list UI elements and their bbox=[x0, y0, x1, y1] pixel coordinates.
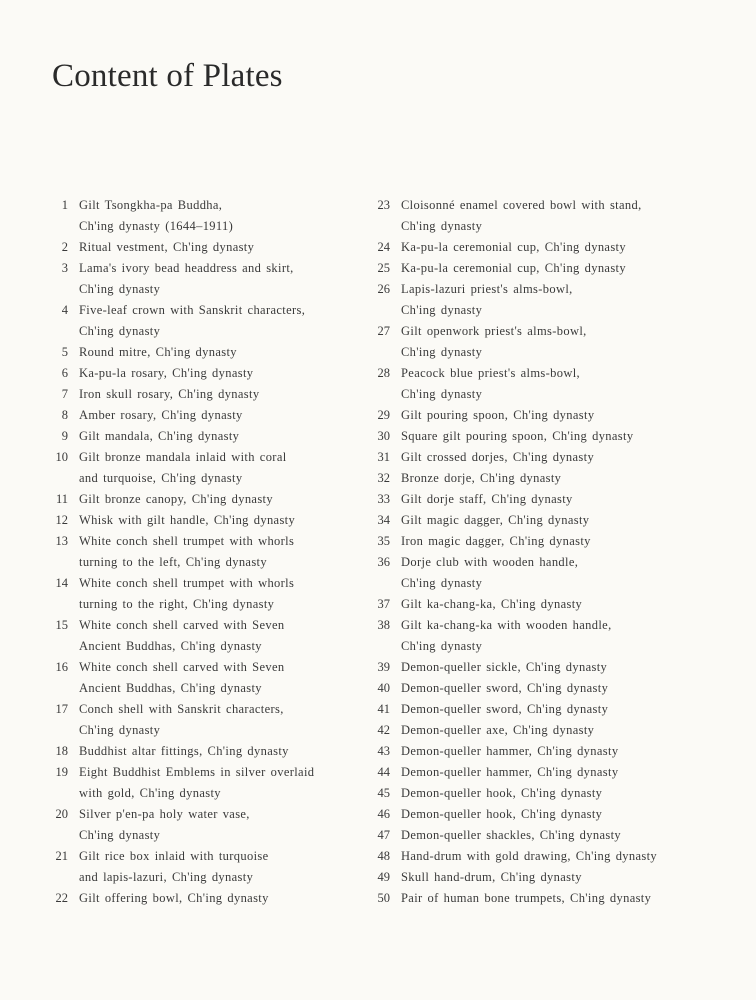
plate-caption-line: Gilt ka-chang-ka, Ch'ing dynasty bbox=[401, 597, 583, 611]
plate-caption bbox=[401, 489, 706, 510]
plate-entry bbox=[366, 741, 706, 762]
plate-number: 10 bbox=[55, 450, 68, 464]
plate-number: 3 bbox=[61, 261, 68, 275]
plate-entry bbox=[366, 594, 706, 615]
plate-caption-line: Gilt offering bowl, Ch'ing dynasty bbox=[79, 891, 269, 905]
plate-number: 12 bbox=[55, 513, 68, 527]
plate-number: 9 bbox=[61, 429, 68, 443]
plate-entry bbox=[366, 468, 706, 489]
plate-caption-line: White conch shell trumpet with whorls bbox=[79, 576, 295, 590]
plate-caption-line: Gilt magic dagger, Ch'ing dynasty bbox=[401, 513, 590, 527]
plate-caption bbox=[79, 258, 364, 300]
plate-caption-line: Ch'ing dynasty bbox=[79, 324, 161, 338]
plate-number: 19 bbox=[55, 765, 68, 779]
plate-caption-line: Gilt dorje staff, Ch'ing dynasty bbox=[401, 492, 573, 506]
plate-caption bbox=[401, 888, 706, 909]
plate-number: 23 bbox=[377, 198, 390, 212]
plate-number: 14 bbox=[55, 576, 68, 590]
plate-number: 26 bbox=[377, 282, 390, 296]
plate-caption-line: and turquoise, Ch'ing dynasty bbox=[79, 471, 243, 485]
plate-caption bbox=[401, 846, 706, 867]
plate-entry bbox=[366, 615, 706, 657]
plate-caption-line: Gilt pouring spoon, Ch'ing dynasty bbox=[401, 408, 595, 422]
plate-caption bbox=[401, 258, 706, 279]
plate-caption-line: Cloisonné enamel covered bowl with stand, bbox=[401, 198, 642, 212]
plate-caption bbox=[401, 594, 706, 615]
plate-number: 40 bbox=[377, 681, 390, 695]
plate-caption-line: Demon-queller hook, Ch'ing dynasty bbox=[401, 807, 603, 821]
plate-caption-line: Round mitre, Ch'ing dynasty bbox=[79, 345, 237, 359]
plate-caption-line: White conch shell carved with Seven bbox=[79, 618, 285, 632]
plate-caption-line: White conch shell trumpet with whorls bbox=[79, 534, 295, 548]
plate-caption bbox=[401, 783, 706, 804]
plate-entry bbox=[44, 888, 364, 909]
plate-number: 18 bbox=[55, 744, 68, 758]
plate-caption-line: Pair of human bone trumpets, Ch'ing dynasty bbox=[401, 891, 652, 905]
plate-caption-line: Ka-pu-la rosary, Ch'ing dynasty bbox=[79, 366, 254, 380]
plate-caption bbox=[401, 762, 706, 783]
plate-caption bbox=[401, 237, 706, 258]
plate-caption-line: Buddhist altar fittings, Ch'ing dynasty bbox=[79, 744, 289, 758]
plate-entry bbox=[366, 426, 706, 447]
plate-caption-line: Lapis-lazuri priest's alms-bowl, bbox=[401, 282, 573, 296]
plate-entry bbox=[44, 615, 364, 657]
plate-caption bbox=[79, 384, 364, 405]
plate-entry bbox=[366, 405, 706, 426]
plate-caption bbox=[401, 720, 706, 741]
plate-number: 25 bbox=[377, 261, 390, 275]
plate-entry bbox=[44, 447, 364, 489]
plate-caption bbox=[401, 699, 706, 720]
plate-number: 4 bbox=[61, 303, 68, 317]
plate-caption-line: Amber rosary, Ch'ing dynasty bbox=[79, 408, 243, 422]
plate-caption-line: Skull hand-drum, Ch'ing dynasty bbox=[401, 870, 582, 884]
plate-entry bbox=[366, 363, 706, 405]
plate-caption bbox=[401, 321, 706, 363]
plate-caption bbox=[79, 573, 364, 615]
plate-caption-line: Demon-queller axe, Ch'ing dynasty bbox=[401, 723, 595, 737]
plate-caption bbox=[79, 888, 364, 909]
plate-caption-line: Demon-queller hook, Ch'ing dynasty bbox=[401, 786, 603, 800]
plate-number: 27 bbox=[377, 324, 390, 338]
plate-entry bbox=[366, 804, 706, 825]
plate-entry bbox=[44, 531, 364, 573]
plate-caption-line: Demon-queller hammer, Ch'ing dynasty bbox=[401, 744, 619, 758]
plate-entry bbox=[44, 510, 364, 531]
plate-caption bbox=[79, 762, 364, 804]
plate-number: 43 bbox=[377, 744, 390, 758]
plate-entry bbox=[44, 741, 364, 762]
plate-caption bbox=[401, 615, 706, 657]
plate-entry bbox=[366, 195, 706, 237]
plate-entry bbox=[366, 447, 706, 468]
plate-caption bbox=[401, 426, 706, 447]
plate-entry bbox=[44, 699, 364, 741]
plate-caption-line: Ch'ing dynasty bbox=[401, 219, 483, 233]
plate-entry bbox=[44, 300, 364, 342]
plate-caption-line: Bronze dorje, Ch'ing dynasty bbox=[401, 471, 562, 485]
plate-number: 8 bbox=[61, 408, 68, 422]
plate-caption bbox=[401, 657, 706, 678]
plate-number: 20 bbox=[55, 807, 68, 821]
plate-caption-line: Gilt Tsongkha-pa Buddha, bbox=[79, 198, 223, 212]
plate-number: 37 bbox=[377, 597, 390, 611]
plate-caption bbox=[79, 741, 364, 762]
plate-caption-line: Ancient Buddhas, Ch'ing dynasty bbox=[79, 681, 262, 695]
plate-entry bbox=[366, 510, 706, 531]
plate-caption-line: Ch'ing dynasty bbox=[79, 282, 161, 296]
plate-caption bbox=[79, 804, 364, 846]
plate-caption bbox=[79, 426, 364, 447]
plate-caption-line: Hand-drum with gold drawing, Ch'ing dynasty bbox=[401, 849, 658, 863]
plate-number: 34 bbox=[377, 513, 390, 527]
plate-entry bbox=[366, 657, 706, 678]
plate-caption bbox=[401, 741, 706, 762]
plate-number: 16 bbox=[55, 660, 68, 674]
plate-caption bbox=[401, 825, 706, 846]
plate-caption-line: Iron magic dagger, Ch'ing dynasty bbox=[401, 534, 591, 548]
plate-caption-line: turning to the left, Ch'ing dynasty bbox=[79, 555, 267, 569]
plate-entry bbox=[44, 762, 364, 804]
plate-caption bbox=[79, 405, 364, 426]
plate-number: 31 bbox=[377, 450, 390, 464]
plate-entry bbox=[366, 699, 706, 720]
plate-caption-line: Gilt ka-chang-ka with wooden handle, bbox=[401, 618, 612, 632]
plate-caption-line: Ch'ing dynasty bbox=[401, 639, 483, 653]
plate-number: 48 bbox=[377, 849, 390, 863]
plate-caption-line: Gilt mandala, Ch'ing dynasty bbox=[79, 429, 240, 443]
plate-caption bbox=[401, 531, 706, 552]
plate-number: 17 bbox=[55, 702, 68, 716]
plate-caption bbox=[79, 447, 364, 489]
plate-caption-line: Gilt rice box inlaid with turquoise bbox=[79, 849, 269, 863]
plate-number: 5 bbox=[61, 345, 68, 359]
plate-number: 29 bbox=[377, 408, 390, 422]
plate-caption-line: Gilt crossed dorjes, Ch'ing dynasty bbox=[401, 450, 595, 464]
plate-caption bbox=[401, 195, 706, 237]
plate-number: 2 bbox=[61, 240, 68, 254]
plate-caption-line: Demon-queller sword, Ch'ing dynasty bbox=[401, 681, 609, 695]
plate-caption bbox=[79, 615, 364, 657]
plate-caption bbox=[401, 279, 706, 321]
plate-number: 6 bbox=[61, 366, 68, 380]
plate-number: 15 bbox=[55, 618, 68, 632]
plate-caption bbox=[79, 195, 364, 237]
plate-caption-line: Silver p'en-pa holy water vase, bbox=[79, 807, 250, 821]
plate-caption bbox=[79, 237, 364, 258]
plate-entry bbox=[366, 678, 706, 699]
plate-caption bbox=[79, 699, 364, 741]
plate-caption-line: Conch shell with Sanskrit characters, bbox=[79, 702, 284, 716]
plate-caption-line: Demon-queller hammer, Ch'ing dynasty bbox=[401, 765, 619, 779]
plate-caption-line: Five-leaf crown with Sanskrit characters, bbox=[79, 303, 306, 317]
plate-entry bbox=[44, 258, 364, 300]
plate-caption-line: Ch'ing dynasty bbox=[79, 723, 161, 737]
plate-entry bbox=[366, 825, 706, 846]
plate-caption bbox=[79, 510, 364, 531]
plate-caption-line: Ch'ing dynasty bbox=[401, 303, 483, 317]
plate-caption bbox=[401, 447, 706, 468]
plate-caption-line: Square gilt pouring spoon, Ch'ing dynasty bbox=[401, 429, 634, 443]
plate-entry bbox=[44, 846, 364, 888]
plate-entry bbox=[44, 804, 364, 846]
plate-caption-line: with gold, Ch'ing dynasty bbox=[79, 786, 221, 800]
plates-list-left bbox=[44, 195, 364, 909]
plate-caption bbox=[79, 657, 364, 699]
plate-entry bbox=[366, 489, 706, 510]
plate-caption-line: Demon-queller sword, Ch'ing dynasty bbox=[401, 702, 609, 716]
plate-caption-line: Ancient Buddhas, Ch'ing dynasty bbox=[79, 639, 262, 653]
plate-caption-line: Ch'ing dynasty bbox=[79, 828, 161, 842]
plate-caption-line: Ritual vestment, Ch'ing dynasty bbox=[79, 240, 255, 254]
plate-entry bbox=[366, 867, 706, 888]
plate-entry bbox=[44, 573, 364, 615]
plate-caption bbox=[401, 468, 706, 489]
plate-caption-line: Ka-pu-la ceremonial cup, Ch'ing dynasty bbox=[401, 261, 626, 275]
plate-number: 41 bbox=[377, 702, 390, 716]
plate-caption bbox=[79, 846, 364, 888]
plate-number: 22 bbox=[55, 891, 68, 905]
plate-caption-line: Iron skull rosary, Ch'ing dynasty bbox=[79, 387, 260, 401]
plate-entry bbox=[44, 405, 364, 426]
plate-caption-line: White conch shell carved with Seven bbox=[79, 660, 285, 674]
plate-number: 50 bbox=[377, 891, 390, 905]
plate-number: 32 bbox=[377, 471, 390, 485]
plate-number: 11 bbox=[55, 492, 68, 506]
plate-caption-line: Lama's ivory bead headdress and skirt, bbox=[79, 261, 294, 275]
plate-number: 1 bbox=[61, 198, 68, 212]
plate-entry bbox=[366, 258, 706, 279]
plate-number: 45 bbox=[377, 786, 390, 800]
plate-caption bbox=[401, 867, 706, 888]
plate-entry bbox=[44, 384, 364, 405]
plate-caption-line: Whisk with gilt handle, Ch'ing dynasty bbox=[79, 513, 296, 527]
plate-number: 46 bbox=[377, 807, 390, 821]
plate-caption bbox=[401, 510, 706, 531]
plate-entry bbox=[366, 846, 706, 867]
plate-entry bbox=[44, 489, 364, 510]
plate-number: 28 bbox=[377, 366, 390, 380]
plate-caption-line: Dorje club with wooden handle, bbox=[401, 555, 579, 569]
plate-entry bbox=[44, 195, 364, 237]
plate-caption-line: Demon-queller sickle, Ch'ing dynasty bbox=[401, 660, 608, 674]
plate-caption bbox=[401, 405, 706, 426]
plate-entry bbox=[366, 762, 706, 783]
plate-number: 49 bbox=[377, 870, 390, 884]
plate-number: 42 bbox=[377, 723, 390, 737]
plate-entry bbox=[44, 657, 364, 699]
plate-entry bbox=[44, 363, 364, 384]
plate-entry bbox=[366, 321, 706, 363]
plate-entry bbox=[366, 720, 706, 741]
plate-entry bbox=[366, 531, 706, 552]
plate-number: 38 bbox=[377, 618, 390, 632]
plate-number: 30 bbox=[377, 429, 390, 443]
plate-caption bbox=[79, 363, 364, 384]
plate-number: 36 bbox=[377, 555, 390, 569]
plate-caption bbox=[79, 489, 364, 510]
plate-entry bbox=[366, 888, 706, 909]
plates-list-right bbox=[366, 195, 706, 909]
plate-caption-line: Gilt bronze canopy, Ch'ing dynasty bbox=[79, 492, 273, 506]
plate-number: 35 bbox=[377, 534, 390, 548]
plate-number: 44 bbox=[377, 765, 390, 779]
plate-caption-line: Eight Buddhist Emblems in silver overlaid bbox=[79, 765, 315, 779]
plate-caption-line: Ch'ing dynasty (1644–1911) bbox=[79, 219, 234, 233]
plate-number: 39 bbox=[377, 660, 390, 674]
plate-caption bbox=[401, 552, 706, 594]
plate-caption-line: Gilt openwork priest's alms-bowl, bbox=[401, 324, 587, 338]
plate-number: 21 bbox=[55, 849, 68, 863]
plate-caption bbox=[79, 300, 364, 342]
plate-caption-line: and lapis-lazuri, Ch'ing dynasty bbox=[79, 870, 254, 884]
plate-entry bbox=[44, 342, 364, 363]
plate-caption-line: Ch'ing dynasty bbox=[401, 345, 483, 359]
plate-caption bbox=[401, 804, 706, 825]
plate-caption-line: Ka-pu-la ceremonial cup, Ch'ing dynasty bbox=[401, 240, 626, 254]
plate-caption-line: Ch'ing dynasty bbox=[401, 387, 483, 401]
plate-caption-line: Peacock blue priest's alms-bowl, bbox=[401, 366, 581, 380]
plate-caption-line: Ch'ing dynasty bbox=[401, 576, 483, 590]
plate-caption bbox=[79, 531, 364, 573]
plate-caption-line: Demon-queller shackles, Ch'ing dynasty bbox=[401, 828, 622, 842]
plate-entry bbox=[366, 783, 706, 804]
plate-entry bbox=[44, 237, 364, 258]
plate-caption bbox=[401, 678, 706, 699]
plate-entry bbox=[366, 279, 706, 321]
plate-number: 24 bbox=[377, 240, 390, 254]
plate-entry bbox=[44, 426, 364, 447]
plate-entry bbox=[366, 552, 706, 594]
plate-number: 7 bbox=[61, 387, 68, 401]
plate-caption bbox=[79, 342, 364, 363]
plate-number: 13 bbox=[55, 534, 68, 548]
plate-caption-line: Gilt bronze mandala inlaid with coral bbox=[79, 450, 287, 464]
plate-number: 33 bbox=[377, 492, 390, 506]
plate-number: 47 bbox=[377, 828, 390, 842]
plate-entry bbox=[366, 237, 706, 258]
plate-caption-line: turning to the right, Ch'ing dynasty bbox=[79, 597, 275, 611]
page-title: Content of Plates bbox=[52, 58, 283, 94]
plate-caption bbox=[401, 363, 706, 405]
